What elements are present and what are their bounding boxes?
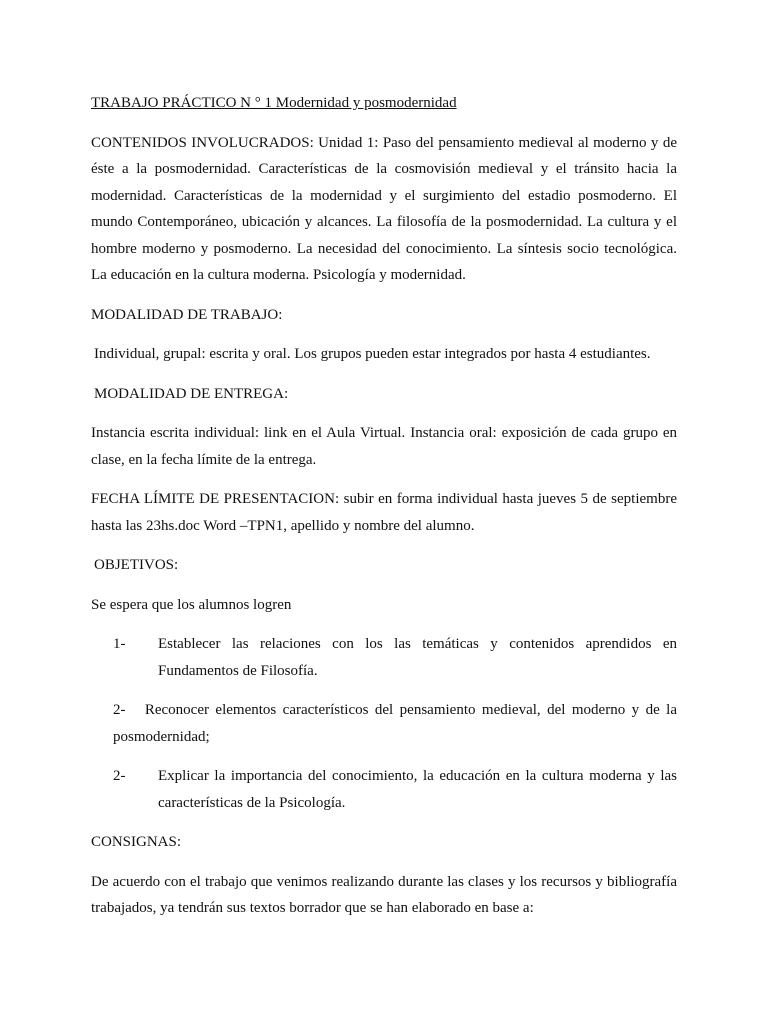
modalidad-entrega-text: Instancia escrita individual: link en el Aula Virtual. Instancia oral: exposición de cada grupo en clase, en la fecha límite de la entrega.	[91, 425, 677, 468]
list-item	[113, 763, 677, 816]
list-item-text: Reconocer elementos característicos del pensamiento medieval, del moderno y de la posmodernidad;	[113, 702, 678, 745]
document-title: TRABAJO PRÁCTICO N ° 1 Modernidad y posmodernidad	[91, 95, 457, 111]
document-page	[91, 90, 677, 935]
objetivos-intro: Se espera que los alumnos logren	[91, 596, 292, 613]
consignas-heading: CONSIGNAS:	[91, 834, 182, 850]
modalidad-trabajo-heading: MODALIDAD DE TRABAJO:	[91, 306, 283, 323]
list-item-number: 2-	[113, 768, 126, 784]
objetivos-heading: OBJETIVOS:	[94, 557, 179, 573]
list-item-text: Explicar la importancia del conocimiento, la educación en la cultura moderna y las características de la Psicología.	[158, 768, 677, 811]
list-item-number: 1-	[113, 636, 126, 652]
list-item-number: 2-	[113, 702, 126, 718]
contenidos-paragraph: CONTENIDOS INVOLUCRADOS: Unidad 1: Paso del pensamiento medieval al moderno y de éste a la posmodernidad. Características de la cosmovisión medieval y el tránsito hacia la modernidad. Características de la modernidad y el surgimiento del estadio posmoderno. El mundo Contemporáneo, ubicación y alcances. La filosofía de la posmodernidad. La cultura y el hombre moderno y posmoderno. La necesidad del conocimiento. La síntesis socio tecnológica. La educación en la cultura moderna. Psicología y modernidad.	[91, 134, 677, 283]
consignas-text: De acuerdo con el trabajo que venimos realizando durante las clases y los recursos y bibliografía trabajados, ya tendrán sus textos borrador que se han elaborado en base a:	[91, 873, 677, 916]
list-item	[113, 697, 677, 750]
list-item	[113, 631, 677, 684]
list-item-text: Establecer las relaciones con los las temáticas y contenidos aprendidos en Fundamentos de Filosofía.	[158, 636, 677, 679]
objetivos-list	[91, 631, 677, 816]
fecha-limite-paragraph: FECHA LÍMITE DE PRESENTACION: subir en forma individual hasta jueves 5 de septiembre hasta las 23hs.doc Word –TPN1, apellido y nombre del alumno.	[91, 491, 677, 534]
modalidad-entrega-heading: MODALIDAD DE ENTREGA:	[94, 385, 289, 402]
modalidad-trabajo-text: Individual, grupal: escrita y oral. Los grupos pueden estar integrados por hasta 4 estudiantes.	[94, 346, 651, 362]
